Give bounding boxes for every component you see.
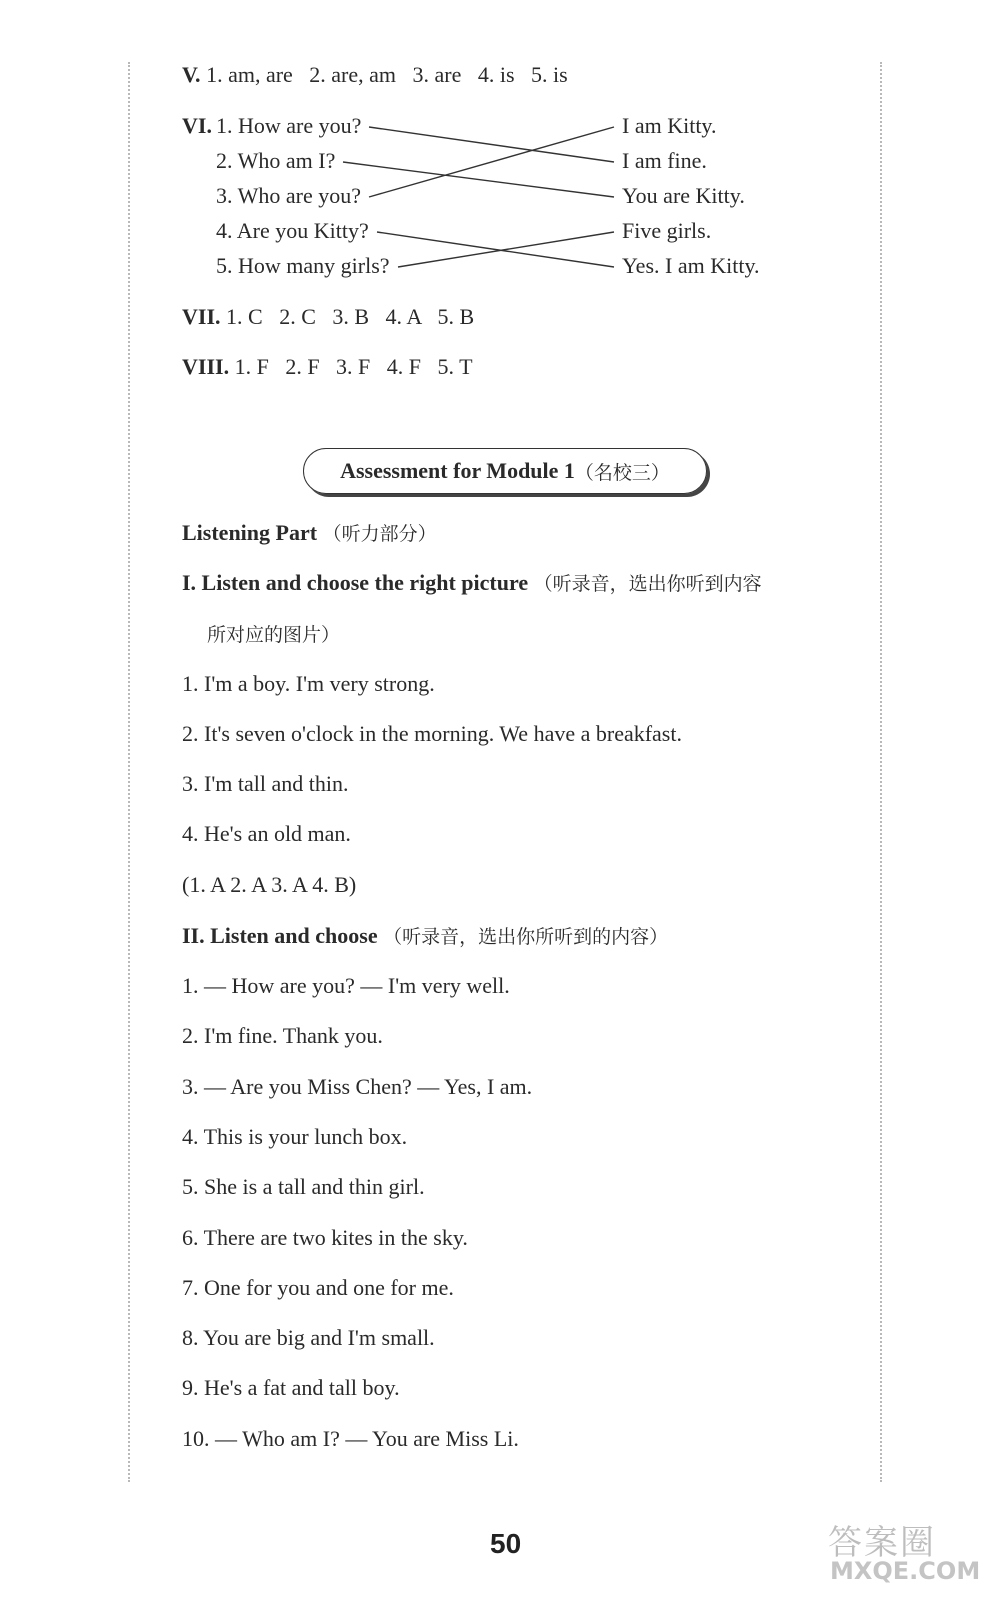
- vi-left-item-1: 1. How are you?: [216, 113, 362, 138]
- section-v-label: V.: [182, 62, 201, 87]
- assessment-title-box: [303, 448, 707, 494]
- assessment-title: Assessment for Module 1: [340, 458, 575, 483]
- vi-left-item-2: 2. Who am I?: [216, 148, 336, 173]
- part-1-heading: [182, 568, 762, 599]
- vi-match-line-3: [369, 127, 614, 197]
- section-vi-label: VI.: [182, 113, 212, 138]
- vi-right-item-5: Yes. I am Kitty.: [622, 253, 760, 278]
- part-2-item-5: 5. She is a tall and thin girl.: [182, 1174, 425, 1200]
- part-1-label-cn-continued: 所对应的图片）: [207, 624, 341, 646]
- watermark-logo-cn: 答案圈: [828, 1523, 936, 1563]
- part-2-label-cn: （听录音，选出你所听到的内容）: [383, 926, 669, 948]
- section-v-answers: 1. am, are 2. are, am 3. are 4. is 5. is: [206, 62, 568, 87]
- part-2-item-2: 2. I'm fine. Thank you.: [182, 1023, 383, 1049]
- part-2-item-4: 4. This is your lunch box.: [182, 1123, 408, 1149]
- vi-right-item-3: You are Kitty.: [622, 183, 745, 208]
- vi-left-item-4: 4. Are you Kitty?: [216, 218, 369, 243]
- vi-left-item-3: 3. Who are you?: [216, 183, 361, 208]
- assessment-title-cn: （名校三）: [574, 461, 670, 484]
- section-viii-answers: 1. F 2. F 3. F 4. F 5. T: [234, 354, 473, 379]
- part-1-answers: (1. A 2. A 3. A 4. B): [182, 872, 357, 897]
- section-vii-label: VII.: [182, 304, 221, 329]
- listening-part-label: Listening Part: [182, 520, 318, 545]
- part-2-item-9: 9. He's a fat and tall boy.: [182, 1375, 400, 1401]
- part-1-item-1: 1. I'm a boy. I'm very strong.: [182, 671, 435, 696]
- part-1-label: I. Listen and choose the right picture: [182, 570, 529, 595]
- listening-part-heading: [182, 518, 437, 549]
- part-2-heading: [182, 921, 668, 952]
- vi-right-item-2: I am fine.: [622, 148, 707, 173]
- section-viii: [182, 352, 473, 382]
- part-2-item-7: 7. One for you and one for me.: [182, 1274, 454, 1300]
- part-1-item-2: 2. It's seven o'clock in the morning. We have a breakfast.: [182, 721, 682, 746]
- part-1-item-4: 4. He's an old man.: [182, 821, 351, 846]
- vi-left-item-5: 5. How many girls?: [216, 253, 390, 278]
- part-1-label-cn: （听录音，选出你听到内容: [533, 573, 762, 595]
- watermark-logo-en: MXQE.COM: [830, 1557, 981, 1585]
- part-2-item-8: 8. You are big and I'm small.: [182, 1325, 435, 1351]
- vi-right-item-1: I am Kitty.: [622, 113, 717, 138]
- part-2-item-1: 1. — How are you? — I'm very well.: [182, 973, 510, 998]
- listening-part-label-cn: （听力部分）: [322, 523, 437, 545]
- part-2-label: II. Listen and choose: [182, 923, 378, 948]
- section-vii-answers: 1. C 2. C 3. B 4. A 5. B: [226, 304, 475, 329]
- vi-match-line-2: [343, 162, 614, 197]
- section-vi-matching-lines: [0, 0, 1000, 400]
- vi-right-item-4: Five girls.: [622, 218, 712, 243]
- part-2-item-3: 3. — Are you Miss Chen? — Yes, I am.: [182, 1073, 533, 1099]
- vi-match-line-1: [369, 127, 614, 162]
- part-2-item-6: 6. There are two kites in the sky.: [182, 1224, 468, 1250]
- part-1-item-3: 3. I'm tall and thin.: [182, 771, 349, 796]
- page-number: 50: [490, 1528, 522, 1559]
- watermark-logo: [828, 1515, 998, 1595]
- part-2-item-10: 10. — Who am I? — You are Miss Li.: [182, 1425, 519, 1451]
- section-vii: [182, 302, 474, 332]
- section-viii-label: VIII.: [182, 354, 230, 379]
